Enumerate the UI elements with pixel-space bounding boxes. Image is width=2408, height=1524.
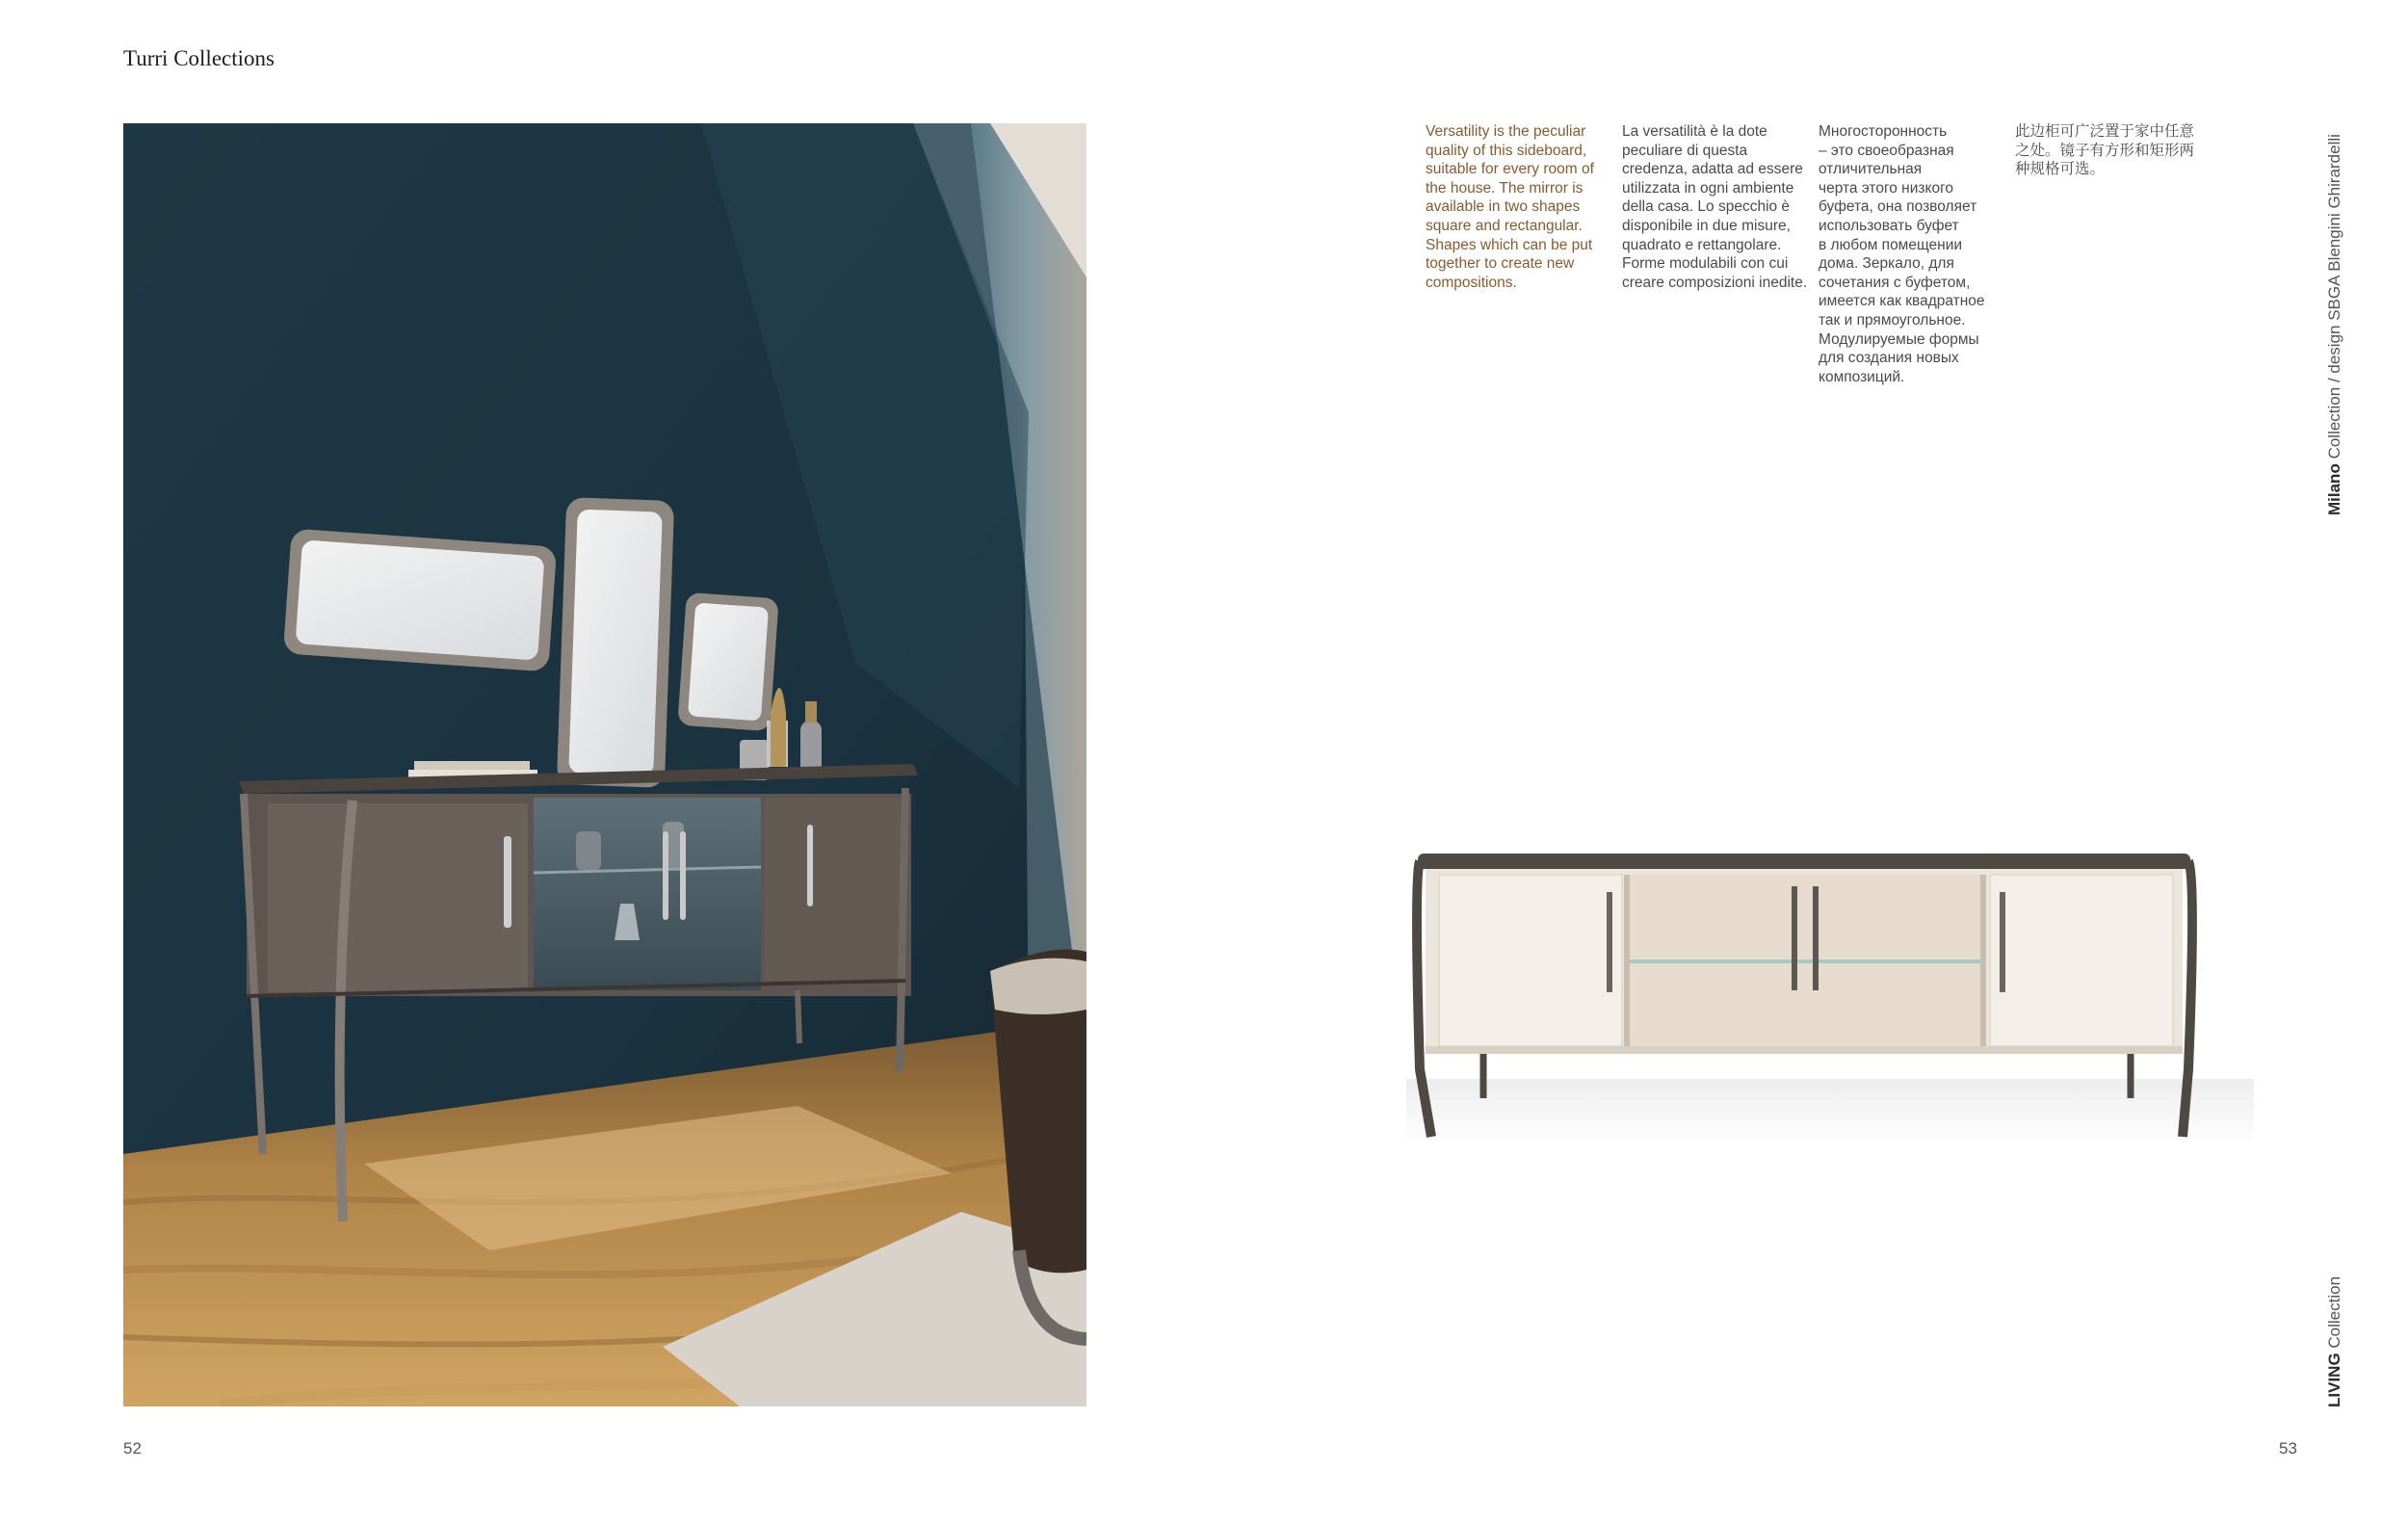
- sideboard-product-photo: [1406, 761, 2254, 1175]
- room-photograph: [123, 123, 1086, 1406]
- page-number-left: 52: [123, 1439, 142, 1458]
- section-category: LIVING: [2325, 1353, 2343, 1407]
- section-credit: [2325, 1276, 2344, 1407]
- description-chinese: 此边柜可广泛置于家中任意 之处。镜子有方形和矩形两 种规格可选。: [2015, 123, 2195, 178]
- description-english: Versatility is the peculiar quality of this sideboard, suitable for every room of the house. The mirror is available in two shapes square and rectangular. Shapes which can be put together to create new compositions.: [1426, 123, 1594, 291]
- page-number-right: 53: [2279, 1439, 2297, 1458]
- section-collection-text: Collection: [2325, 1275, 2343, 1353]
- collection-designer-text: Collection / design SBGA Blengini Ghirardelli: [2325, 134, 2343, 464]
- collection-name: Milano: [2325, 463, 2343, 515]
- collection-design-credit: [2325, 134, 2344, 515]
- description-russian: Многосторонность – это своеобразная отличительная черта этого низкого буфета, она позволяет использовать буфет в любом помещении дома. Зеркало, для сочетания с буфетом, имеется как квадратное так и прямоугольное. Модулируемые формы для создания новых композиций.: [1819, 123, 1985, 385]
- description-italian: La versatilità è la dote peculiare di questa credenza, adatta ad essere utilizzata in ogni ambiente della casa. Lo specchio è disponibile in due misure, quadrato e rettangolare. Forme modulabili con cui creare composizioni inedite.: [1622, 123, 1808, 291]
- running-header-title: Turri Collections: [123, 46, 275, 70]
